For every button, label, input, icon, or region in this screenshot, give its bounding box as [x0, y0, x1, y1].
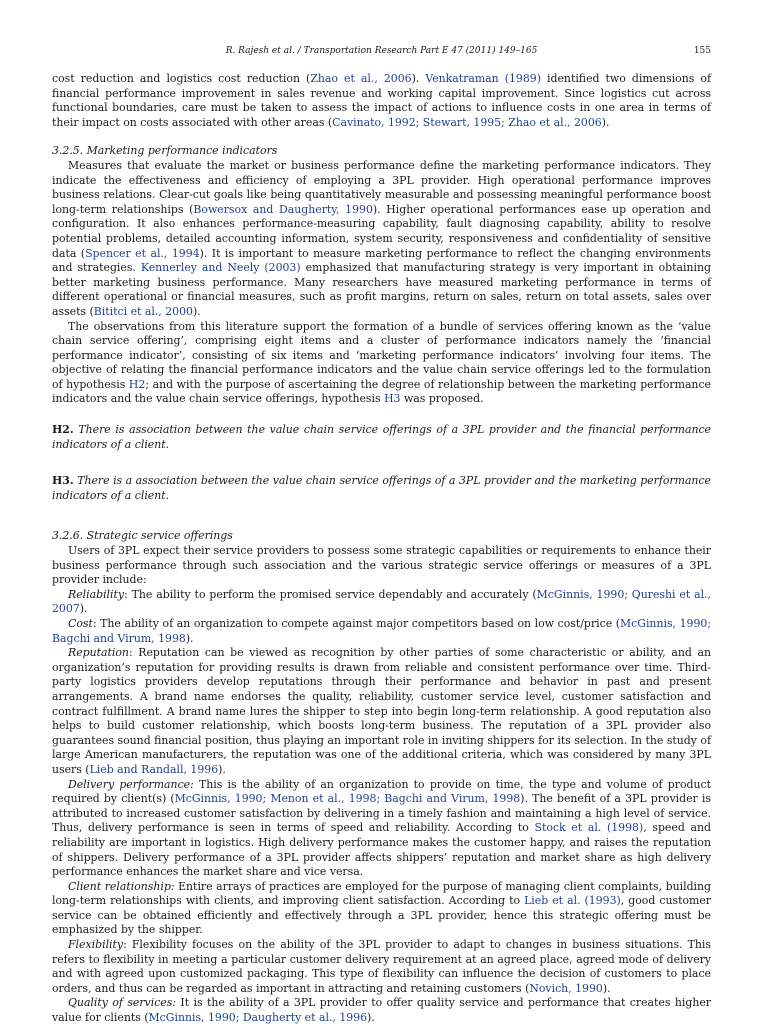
page-number: 155	[693, 46, 711, 56]
running-header	[52, 44, 711, 58]
citation-link[interactable]: Novich, 1990	[529, 981, 603, 995]
item-reputation: Reputation: Reputation can be viewed as recognition by other parties of some characteristic or ability, and an organization’s reputation for providing results is drawn from reliable and consistent performance over time. Third-party logistics providers develop reputations through their performance and behavior in past and present arrangements. A brand name endorses the quality, reliability, customer service level, customer satisfaction and contract fulfillment. A brand name lures the shipper to step into begin long-term relationship. A good reputation also helps to build customer relationship, which boosts long-term business. The reputation of a 3PL provider also guarantees sound financial position, thus playing an important role in inviting shippers for its selection. In the study of large American manufacturers, the reputation was one of the additional criteria, which was considered by many 3PL users (Lieb and Randall, 1996).	[52, 646, 711, 776]
hypothesis-text: There is a association between the value chain service offerings of a 3PL provider and the marketing performance indicators of a client.	[52, 474, 711, 502]
paragraph-hypothesis-formation: The observations from this literature support the formation of a bundle of services offering known as the ‘value chain service offering’, comprising eight items and a cluster of performance indicators namely the ‘financial performance indicator’, consisting of six items and ‘marketing performance indicators’ involving four items. The objective of relating the financial performance indicators and the value chain service offerings led to the formulation of hypothesis H2; and with the purpose of ascertaining the degree of relationship between the marketing performance indicators and the value chain service offerings, hypothesis H3 was proposed.	[52, 319, 711, 406]
item-quality-of-services: Quality of services: It is the ability of a 3PL provider to offer quality service and performance that creates higher value for clients (McGinnis, 1990; Daugherty et al., 1996).	[52, 996, 711, 1025]
paragraph-strategic-intro: Users of 3PL expect their service providers to possess some strategic capabilities or requirements to enhance their business performance through such association and the various strategic service offerings or measures of a 3PL provider include:	[52, 544, 711, 587]
item-delivery-performance: Delivery performance: This is the ability of an organization to provide on time, the type and volume of product required by client(s) (McGinnis, 1990; Menon et al., 1998; Bagchi and Virum, 1998). The benefit of a 3PL provider is attributed to increased customer satisfaction by delivering in a timely fashion and maintaining a high level of service. Thus, delivery performance is seen in terms of speed and reliability. According to Stock et al. (1998), speed and reliability are important in logistics. High delivery performance makes the customer happy, and raises the reputation of shippers. Delivery performance of a 3PL provider affects shippers’ reputation and market share as high delivery performance enhances the market share and vice versa.	[52, 777, 711, 879]
section-heading-326: 3.2.6. Strategic service offerings	[52, 529, 233, 543]
citation-link[interactable]: McGinnis, 1990; Bagchi and Virum, 1998	[52, 617, 711, 645]
citation-link[interactable]: Lieb and Randall, 1996	[89, 762, 219, 776]
hypothesis-link-h2[interactable]: H2	[128, 377, 146, 391]
running-title: R. Rajesh et al. / Transportation Research Part E 47 (2011) 149–165	[225, 46, 538, 56]
item-flexibility: Flexibility: Flexibility focuses on the ability of the 3PL provider to adapt to changes in business situations. This refers to flexibility in meeting a particular customer delivery requirement at an agreed place, agreed mode of delivery and with agreed upon customized packaging. This type of flexibility can influence the decision of customers to place orders, and thus can be regarded as important in attracting and retaining customers (Novich, 1990).	[52, 938, 711, 995]
hypothesis-h2	[52, 423, 711, 452]
hypothesis-link-h3[interactable]: H3	[384, 392, 401, 406]
hypothesis-text: There is association between the value chain service offerings of a 3PL provider and the financial performance indicators of a client.	[52, 423, 712, 451]
citation-link[interactable]: Bowersox and Daugherty, 1990	[193, 202, 373, 216]
paper-page	[52, 44, 711, 1026]
citation-link[interactable]: McGinnis, 1990; Menon et al., 1998; Bagchi and Virum, 1998	[174, 792, 521, 806]
intro-paragraph: cost reduction and logistics cost reduction (Zhao et al., 2006). Venkatraman (1989) identified two dimensions of financial performance improvement in sales revenue and working capital improvement. Since logistics cut across functional boundaries, care must be taken to assess the impact of actions to influence costs in one area in terms of their impact on costs associated with other areas (Cavinato, 1992; Stewart, 1995; Zhao et al., 2006).	[52, 72, 711, 129]
citation-link[interactable]: McGinnis, 1990; Qureshi et al., 2007	[52, 587, 711, 616]
citation-link[interactable]: Stock et al. (1998)	[534, 821, 644, 835]
citation-link[interactable]: Venkatraman (1989)	[425, 72, 541, 85]
citation-link[interactable]: Zhao et al., 2006	[310, 72, 412, 85]
paragraph-marketing-indicators: Measures that evaluate the market or business performance define the marketing performance indicators. They indicate the effectiveness and efficiency of employing a 3PL provider. High operational performance improves business relations. Clear-cut goals like being quantitatively measurable and possessing meaningful performance boost long-term relationships (Bowersox and Daugherty, 1990). Higher operational performances ease up operation and configuration. It also enhances performance-measuring capability, fault diagnosing capability, ability to resolve potential problems, detailed accounting information, system security, responsiveness and confidentiality of sensitive data (Spencer et al., 1994). It is important to measure marketing performance to reflect the changing environments and strategies. Kennerley and Neely (2003) emphasized that manufacturing strategy is very important in obtaining better marketing business performance. Many researchers have measured marketing performance in terms of different operational or financial measures, such as profit margins, return on sales, return on total assets, sales over assets (Bititci et al., 2000).	[52, 158, 712, 318]
item-client-relationship: Client relationship: Entire arrays of practices are employed for the purpose of managing client complaints, building long-term relationships with clients, and improving client satisfaction. According to Lieb et al. (1993), good customer service can be obtained efficiently and effectively through a 3PL provider, hence this strategic offering must be emphasized by the shipper.	[52, 879, 712, 937]
hypothesis-label: H2.	[52, 423, 74, 437]
citation-link[interactable]: Lieb et al. (1993)	[524, 894, 621, 908]
hypothesis-h3	[52, 474, 711, 503]
citation-link[interactable]: Bititci et al., 2000	[93, 304, 193, 318]
citation-link[interactable]: Spencer et al., 1994	[85, 246, 200, 260]
item-reliability: Reliability: The ability to perform the promised service dependably and accurately (McGinnis, 1990; Qureshi et al., 2007).	[52, 587, 711, 616]
hypothesis-label: H3.	[52, 474, 74, 488]
citation-link[interactable]: Cavinato, 1992; Stewart, 1995; Zhao et al., 2006	[332, 115, 602, 129]
citation-link[interactable]: Kennerley and Neely (2003)	[140, 261, 301, 275]
item-cost: Cost: The ability of an organization to compete against major competitors based on low cost/price (McGinnis, 1990; Bagchi and Virum, 1998).	[52, 617, 711, 645]
citation-link[interactable]: McGinnis, 1990; Daugherty et al., 1996	[148, 1011, 368, 1025]
section-heading-325: 3.2.5. Marketing performance indicators	[52, 144, 278, 158]
